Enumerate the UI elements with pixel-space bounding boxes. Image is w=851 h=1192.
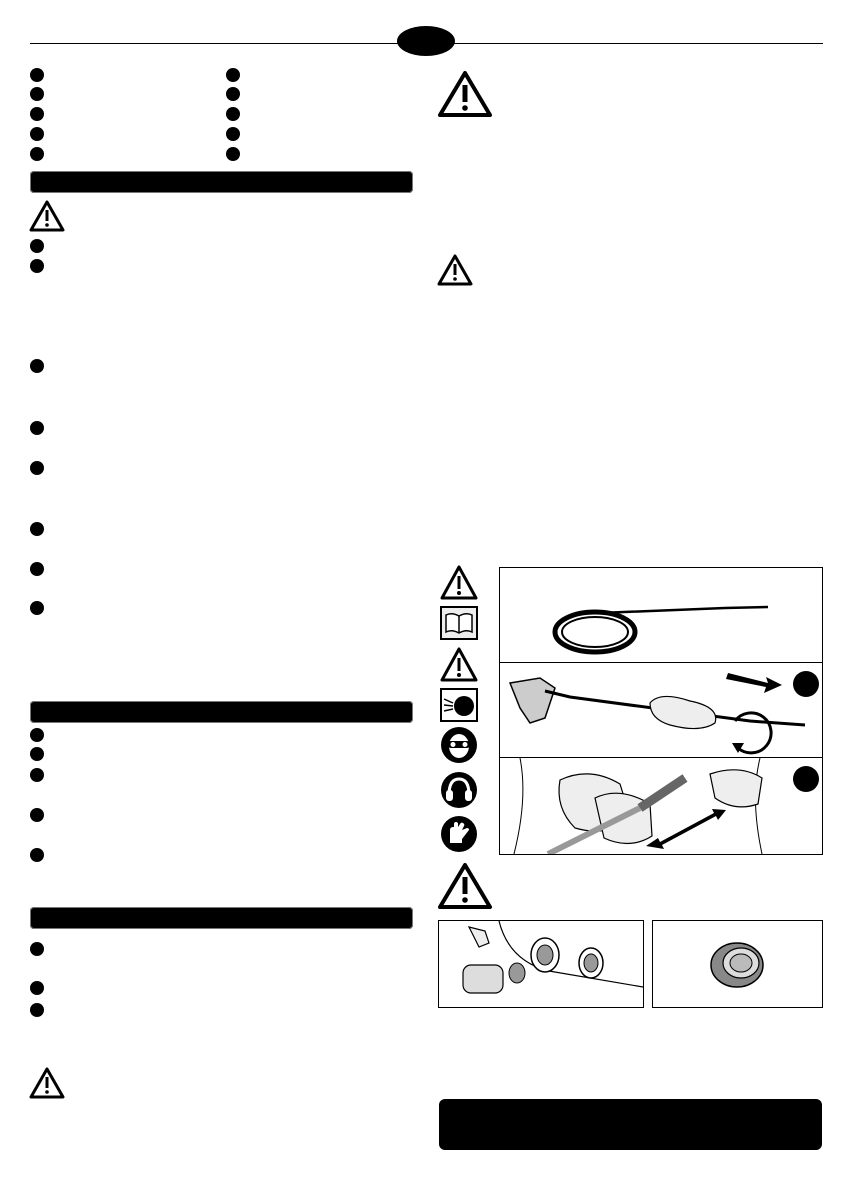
bullet (30, 107, 44, 121)
bullet (30, 522, 44, 536)
warning-triangle-icon (437, 862, 493, 910)
warning-triangle-icon (437, 254, 473, 286)
bullet (30, 461, 44, 475)
bullet (30, 848, 44, 862)
bullet (30, 239, 44, 253)
spray-jet-icon (440, 686, 478, 724)
bullet (30, 747, 44, 761)
bullet (30, 562, 44, 576)
warning-triangle-icon (29, 1067, 65, 1099)
bullet (226, 87, 240, 101)
safety-goggles-icon (440, 726, 478, 764)
warning-triangle-icon (437, 70, 493, 118)
open-book-icon (440, 604, 478, 642)
warning-triangle-icon (440, 646, 478, 684)
illustration-nozzle-panel (499, 757, 823, 855)
illustration-hose-panel (499, 567, 823, 664)
bullet (226, 68, 240, 82)
bullet (30, 147, 44, 161)
bullet (30, 87, 44, 101)
bullet (226, 127, 240, 141)
bullet (30, 259, 44, 273)
section-heading-bar (30, 701, 413, 723)
protective-gloves-icon (440, 815, 478, 853)
warning-triangle-icon (29, 200, 65, 232)
bullet (30, 768, 44, 782)
bullet (30, 601, 44, 615)
filter-drawing (653, 921, 822, 1007)
bullet (30, 808, 44, 822)
step-marker (793, 766, 819, 792)
bullet (30, 359, 44, 373)
section-heading-bar (30, 171, 413, 193)
bullet (30, 981, 44, 995)
bullet (30, 68, 44, 82)
nozzle-attach-drawing (500, 758, 822, 854)
illustration-lance-attach-panel (499, 662, 823, 759)
bullet (30, 942, 44, 956)
bullet (30, 728, 44, 742)
bullet (30, 421, 44, 435)
step-marker (793, 671, 819, 697)
coiled-hose-drawing (500, 568, 822, 663)
bullet (30, 127, 44, 141)
illustration-inlet-connector-panel (438, 920, 644, 1008)
notice-box (439, 1099, 822, 1150)
page-language-badge (397, 26, 455, 56)
bullet (30, 1003, 44, 1017)
inlet-connector-drawing (439, 921, 643, 1007)
bullet (226, 147, 240, 161)
section-heading-bar (30, 907, 413, 929)
ear-protection-icon (440, 771, 478, 809)
warning-triangle-icon (440, 564, 478, 602)
gun-lance-drawing (500, 663, 822, 758)
bullet (226, 107, 240, 121)
illustration-filter-panel (652, 920, 823, 1008)
